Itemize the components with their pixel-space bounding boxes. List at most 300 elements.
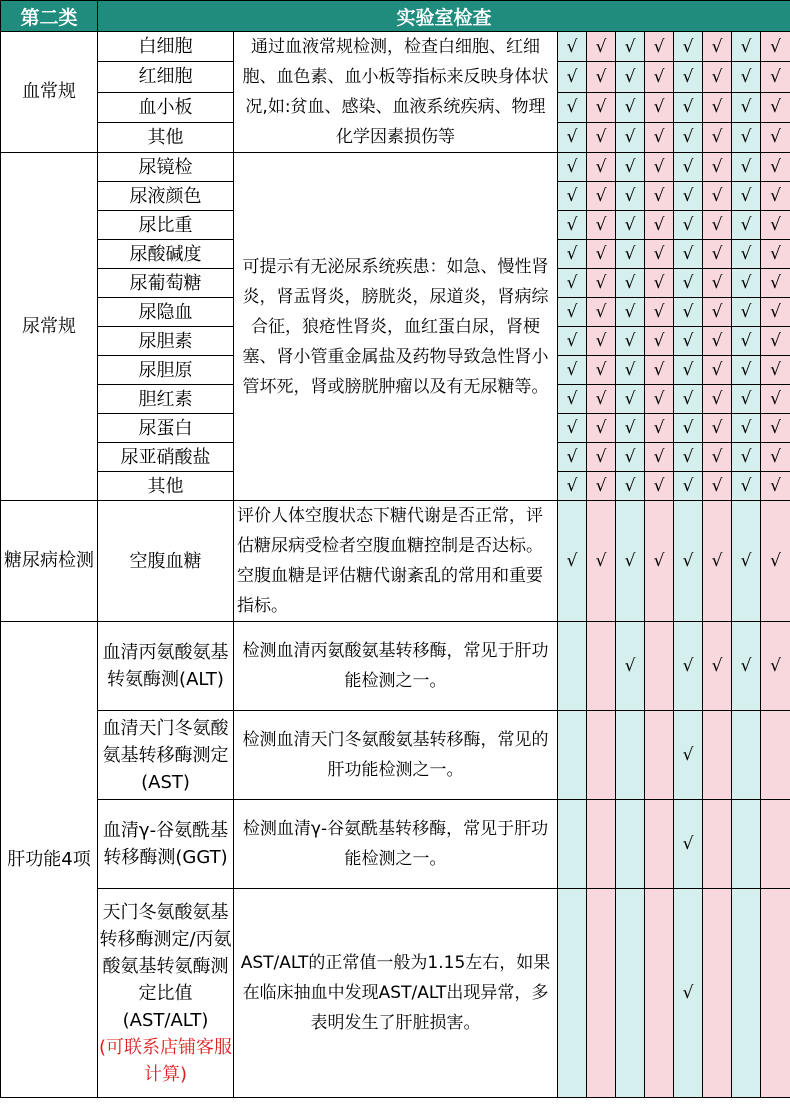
check-cell [616,327,645,356]
test-item-name [98,92,234,122]
test-item-label: 空腹血糖 [129,550,202,572]
check-cell [703,889,732,1098]
check-mark-icon: √ [595,215,607,235]
check-mark-icon: √ [711,244,723,264]
check-cell [732,443,761,472]
check-cell [703,92,732,122]
check-mark-icon: √ [624,186,636,206]
check-mark-icon: √ [595,66,607,87]
check-mark-icon: √ [770,66,781,87]
check-cell [645,356,674,385]
check-cell [674,92,703,122]
check-mark-icon: √ [770,389,781,409]
check-cell [674,182,703,211]
check-mark-icon: √ [740,273,752,293]
check-mark-icon: √ [740,656,752,676]
check-mark-icon: √ [624,273,636,293]
check-cell [674,443,703,472]
check-cell [703,153,732,182]
table-row [1,622,790,711]
check-cell [703,356,732,385]
check-cell [645,711,674,800]
check-mark-icon: √ [624,244,636,264]
check-mark-icon: √ [595,360,607,380]
category-header: 第二类 [1,1,98,32]
check-cell [587,298,616,327]
check-mark-icon: √ [653,302,665,322]
test-item-label: 尿胆素 [138,330,193,352]
check-cell [674,211,703,240]
check-mark-icon: √ [653,360,665,380]
check-mark-icon: √ [624,157,636,177]
check-cell [558,269,587,298]
test-item-name [98,122,234,152]
check-mark-icon: √ [682,476,694,496]
test-item-label: 血清γ-谷氨酰基转移酶测(GGT) [102,820,229,868]
check-mark-icon: √ [682,418,694,438]
check-cell [732,622,761,711]
check-mark-icon: √ [624,215,636,235]
check-mark-icon: √ [711,273,723,293]
check-mark-icon: √ [595,447,607,467]
check-mark-icon: √ [566,476,578,496]
check-mark-icon: √ [653,551,665,571]
check-cell [645,153,674,182]
check-cell [645,240,674,269]
check-mark-icon: √ [566,215,578,235]
check-cell [703,385,732,414]
check-cell [732,800,761,889]
check-mark-icon: √ [711,186,723,206]
check-mark-icon: √ [740,127,752,148]
check-cell [703,32,732,62]
check-mark-icon: √ [595,331,607,351]
check-cell [587,472,616,501]
check-mark-icon: √ [566,36,578,57]
check-mark-icon: √ [682,656,694,676]
check-mark-icon: √ [682,127,694,148]
description-cell: 检测血清γ-谷氨酰基转移酶，常见于肝功能检测之一。 [234,800,558,889]
check-cell [732,153,761,182]
category-cell: 肝功能4项 [1,622,98,1098]
check-cell [761,711,790,800]
check-cell [703,62,732,92]
check-cell [558,298,587,327]
check-mark-icon: √ [653,97,665,118]
check-mark-icon: √ [740,389,752,409]
check-mark-icon: √ [770,418,781,438]
check-cell [732,269,761,298]
check-mark-icon: √ [624,331,636,351]
check-cell [761,327,790,356]
check-cell [558,153,587,182]
check-cell [587,92,616,122]
check-cell [703,122,732,152]
check-mark-icon: √ [770,36,781,57]
table-row [1,889,790,1098]
check-cell [732,298,761,327]
check-cell [674,711,703,800]
check-mark-icon: √ [682,745,694,765]
check-cell [616,122,645,152]
test-item-name [98,211,234,240]
check-cell [587,269,616,298]
check-mark-icon: √ [595,36,607,57]
check-mark-icon: √ [711,331,723,351]
check-cell [732,240,761,269]
check-cell [761,298,790,327]
check-cell [703,443,732,472]
check-mark-icon: √ [740,36,752,57]
check-cell [761,32,790,62]
check-mark-icon: √ [653,66,665,87]
check-mark-icon: √ [682,983,694,1003]
test-item-label: 其他 [147,475,184,497]
check-cell [674,889,703,1098]
check-mark-icon: √ [682,273,694,293]
check-mark-icon: √ [770,360,781,380]
check-mark-icon: √ [595,244,607,264]
check-cell [616,92,645,122]
check-cell [558,240,587,269]
test-item-name [98,501,234,622]
test-item-label: 尿酸碱度 [129,243,202,265]
check-cell [761,62,790,92]
check-cell [703,327,732,356]
check-cell [674,472,703,501]
check-cell [703,622,732,711]
check-cell [732,889,761,1098]
check-cell [761,356,790,385]
check-cell [703,414,732,443]
check-cell [616,443,645,472]
check-mark-icon: √ [566,360,578,380]
check-cell [616,356,645,385]
test-item-name [98,414,234,443]
check-cell [761,240,790,269]
check-cell [587,711,616,800]
check-mark-icon: √ [770,656,781,676]
check-cell [645,501,674,622]
description-cell: 检测血清天门冬氨酸氨基转移酶，常见的肝功能检测之一。 [234,711,558,800]
check-mark-icon: √ [770,97,781,118]
check-mark-icon: √ [566,244,578,264]
check-cell [616,501,645,622]
table-row [1,501,790,622]
check-cell [761,800,790,889]
check-mark-icon: √ [566,186,578,206]
check-mark-icon: √ [740,360,752,380]
check-mark-icon: √ [653,157,665,177]
check-cell [761,153,790,182]
check-cell [761,443,790,472]
check-mark-icon: √ [595,476,607,496]
check-mark-icon: √ [566,302,578,322]
test-item-name [98,622,234,711]
check-mark-icon: √ [711,360,723,380]
check-mark-icon: √ [711,157,723,177]
check-cell [761,182,790,211]
check-mark-icon: √ [624,389,636,409]
check-cell [645,327,674,356]
check-cell [558,472,587,501]
check-cell [616,32,645,62]
check-mark-icon: √ [566,389,578,409]
table-row [1,153,790,182]
check-cell [616,414,645,443]
table-row [1,32,790,62]
check-mark-icon: √ [566,97,578,118]
check-cell [645,385,674,414]
check-cell [558,327,587,356]
test-item-name [98,182,234,211]
check-mark-icon: √ [595,302,607,322]
check-mark-icon: √ [653,186,665,206]
check-mark-icon: √ [711,418,723,438]
check-cell [645,443,674,472]
test-item-label: 血清天门冬氨酸氨基转移酶测定(AST) [102,717,229,793]
check-cell [732,122,761,152]
check-cell [558,414,587,443]
check-mark-icon: √ [595,157,607,177]
check-mark-icon: √ [770,476,781,496]
table-row [1,800,790,889]
test-item-name [98,32,234,62]
check-cell [558,443,587,472]
check-mark-icon: √ [682,97,694,118]
check-cell [761,472,790,501]
check-cell [558,711,587,800]
check-cell [558,211,587,240]
check-cell [732,385,761,414]
test-item-name [98,800,234,889]
check-cell [674,298,703,327]
check-cell [616,472,645,501]
check-cell [732,32,761,62]
category-cell: 糖尿病检测 [1,501,98,622]
check-mark-icon: √ [740,551,752,571]
check-mark-icon: √ [770,186,781,206]
test-item-label: 尿亚硝酸盐 [120,446,211,468]
check-mark-icon: √ [682,66,694,87]
description-cell: AST/ALT的正常值一般为1.15左右，如果在临床抽血中发现AST/ALT出现异常，多表明发生了肝脏损害。 [234,889,558,1098]
check-cell [703,800,732,889]
check-mark-icon: √ [624,418,636,438]
check-mark-icon: √ [740,97,752,118]
check-mark-icon: √ [624,476,636,496]
check-cell [674,385,703,414]
check-cell [674,240,703,269]
test-item-label: 尿胆原 [138,359,193,381]
check-cell [645,889,674,1098]
test-item-label: 血清丙氨酸氨基转氨酶测(ALT) [102,642,229,690]
check-mark-icon: √ [711,656,723,676]
check-mark-icon: √ [595,127,607,148]
check-mark-icon: √ [711,476,723,496]
check-cell [761,92,790,122]
check-cell [645,414,674,443]
check-mark-icon: √ [624,551,636,571]
check-mark-icon: √ [740,476,752,496]
check-mark-icon: √ [770,127,781,148]
check-cell [558,800,587,889]
check-mark-icon: √ [711,447,723,467]
check-mark-icon: √ [653,418,665,438]
check-mark-icon: √ [653,389,665,409]
check-cell [645,32,674,62]
test-item-name [98,385,234,414]
check-cell [674,62,703,92]
check-mark-icon: √ [595,273,607,293]
check-mark-icon: √ [711,97,723,118]
check-mark-icon: √ [653,36,665,57]
check-cell [645,298,674,327]
check-cell [645,211,674,240]
check-cell [616,385,645,414]
check-mark-icon: √ [595,97,607,118]
check-mark-icon: √ [624,36,636,57]
test-item-label: 尿液颜色 [129,185,202,207]
check-mark-icon: √ [682,551,694,571]
check-cell [674,32,703,62]
description-cell: 检测血清丙氨酸氨基转移酶，常见于肝功能检测之一。 [234,622,558,711]
check-mark-icon: √ [770,157,781,177]
category-cell: 血常规 [1,32,98,153]
check-mark-icon: √ [653,273,665,293]
check-cell [674,356,703,385]
check-cell [761,414,790,443]
check-cell [674,153,703,182]
check-cell [587,62,616,92]
check-cell [587,800,616,889]
check-mark-icon: √ [740,244,752,264]
check-mark-icon: √ [566,447,578,467]
test-item-name [98,298,234,327]
check-mark-icon: √ [711,302,723,322]
check-mark-icon: √ [682,302,694,322]
check-cell [703,298,732,327]
check-mark-icon: √ [682,447,694,467]
check-cell [616,62,645,92]
check-mark-icon: √ [711,389,723,409]
check-cell [587,182,616,211]
check-cell [674,800,703,889]
check-mark-icon: √ [595,418,607,438]
test-item-name [98,153,234,182]
check-mark-icon: √ [595,389,607,409]
check-mark-icon: √ [566,331,578,351]
check-cell [558,122,587,152]
check-cell [645,800,674,889]
check-mark-icon: √ [711,127,723,148]
check-cell [558,62,587,92]
check-cell [587,501,616,622]
contact-note: (可联系店铺客服计算) [98,1036,233,1085]
check-cell [645,622,674,711]
check-mark-icon: √ [566,157,578,177]
check-cell [732,62,761,92]
check-cell [558,92,587,122]
check-mark-icon: √ [624,360,636,380]
check-cell [587,327,616,356]
check-mark-icon: √ [740,66,752,87]
category-cell: 尿常规 [1,153,98,501]
table-body [1,1,790,1098]
check-mark-icon: √ [682,186,694,206]
check-mark-icon: √ [770,551,781,571]
check-cell [616,800,645,889]
test-item-label: 尿镜检 [138,156,193,178]
test-item-name [98,240,234,269]
check-cell [761,211,790,240]
check-mark-icon: √ [624,127,636,148]
check-mark-icon: √ [624,66,636,87]
test-item-label: 血小板 [138,96,193,118]
check-cell [703,472,732,501]
check-cell [558,501,587,622]
check-cell [616,711,645,800]
check-cell [645,269,674,298]
check-cell [558,622,587,711]
check-cell [616,622,645,711]
check-cell [616,211,645,240]
check-cell [616,269,645,298]
check-mark-icon: √ [653,127,665,148]
check-cell [732,211,761,240]
table-title: 实验室检查 [98,1,790,32]
check-cell [761,501,790,622]
check-mark-icon: √ [682,157,694,177]
check-mark-icon: √ [566,127,578,148]
test-item-label: 天门冬氨酸氨基转移酶测定/丙氨酸氨基转氨酶测定比值(AST/ALT) [99,901,232,1031]
check-cell [674,622,703,711]
check-cell [645,62,674,92]
check-cell [703,501,732,622]
check-cell [732,92,761,122]
check-cell [732,711,761,800]
test-item-label: 白细胞 [138,36,193,58]
check-cell [703,240,732,269]
check-mark-icon: √ [740,157,752,177]
check-mark-icon: √ [740,447,752,467]
test-item-label: 其他 [147,126,184,148]
check-cell [645,92,674,122]
check-cell [703,711,732,800]
check-mark-icon: √ [682,36,694,57]
test-item-label: 尿比重 [138,214,193,236]
check-mark-icon: √ [595,186,607,206]
check-cell [587,153,616,182]
check-cell [645,182,674,211]
check-cell [674,122,703,152]
header-row [1,1,790,32]
check-cell [674,269,703,298]
check-cell [616,889,645,1098]
check-cell [558,385,587,414]
test-item-label: 红细胞 [138,66,193,88]
check-mark-icon: √ [740,418,752,438]
check-cell [587,211,616,240]
test-item-label: 尿隐血 [138,301,193,323]
check-cell [587,240,616,269]
check-mark-icon: √ [566,418,578,438]
check-mark-icon: √ [711,551,723,571]
check-mark-icon: √ [682,215,694,235]
check-mark-icon: √ [682,834,694,854]
check-mark-icon: √ [770,447,781,467]
check-cell [761,269,790,298]
check-cell [587,122,616,152]
